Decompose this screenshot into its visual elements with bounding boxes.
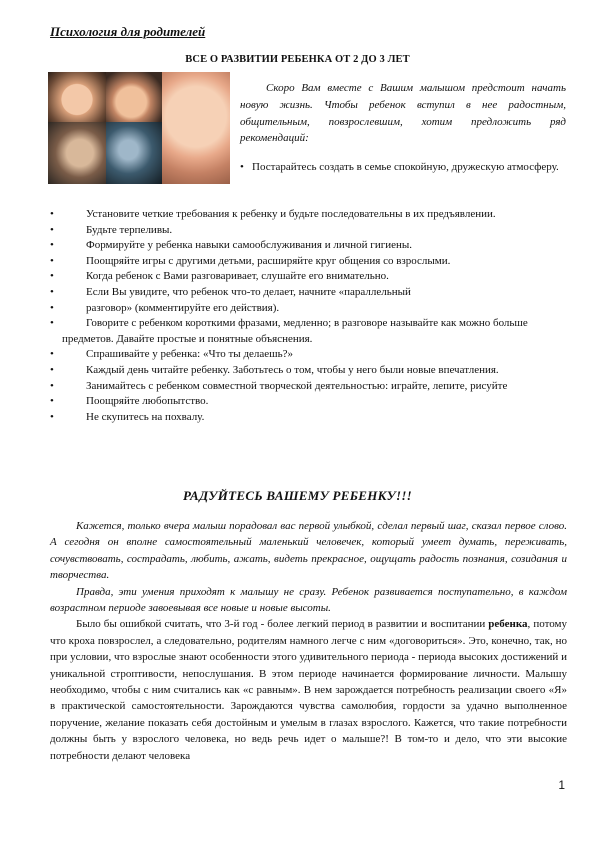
- list-item: • Поощряйте игры с другими детьми, расширяйте круг общения со взрослыми.: [50, 254, 570, 270]
- list-item: • Установите четкие требования к ребенку и будьте последовательны в их предъявлении.: [50, 207, 570, 223]
- paragraph-3-rest: , потому что кроха повзрослел, а следовательно, родителям намного легче с ним «договориться». Это, конечно, так, но при условии, что взрослые знают особенности этого удивительного периода - периода высоких достижений и уникальной строптивости, непослушания. В этом периоде начинается формирование личности. Малышу необходимо, чтобы с ним считались как «с равным». В нем зарождается потребность реализации своего «Я» в практической самостоятельности. Зарождаются чувства самолюбия, гордости за удачно выполненное поручение, желание показать себя достойным и умелым в глазах взрослого. Кажется, что такие потребности должны быть у взрослого человека, но ведь речь идет о малыше?! В том-то и дело, что эти высокие потребности делают человека: [50, 618, 567, 762]
- list-item: • Будьте терпеливы.: [50, 223, 570, 239]
- section-heading: РАДУЙТЕСЬ ВАШЕМУ РЕБЕНКУ!!!: [182, 488, 413, 503]
- list-item: • Каждый день читайте ребенку. Заботьтесь о том, чтобы у него были новые впечатления.: [50, 363, 570, 379]
- intro-list: [240, 159, 566, 175]
- paragraph-3: [50, 616, 567, 764]
- paragraph-1: Кажется, только вчера малыш порадовал вас первой улыбкой, сделал первый шаг, сказал первое слово. А сегодня он вполне самостоятельный маленький человечек, который умеет думать, переживать, сочувствовать, сострадать, любить, ажать, видеть прекрасное, ощущать радость познания, созидания и творчества.: [50, 520, 567, 582]
- intro-text: [240, 80, 566, 147]
- list-item: • разговор» (комментируйте его действия).: [50, 301, 570, 317]
- paragraph-3-start: Было бы ошибкой считать, что 3-й год - более легкий период в развитии и воспитании: [76, 618, 489, 631]
- paragraph-2: Правда, эти умения приходят к малышу не сразу. Ребенок развивается поступательно, в каждом возрастном периоде завоевывая все новые и новые высоты.: [50, 585, 567, 615]
- paragraph-3-bold: ребенка: [488, 618, 528, 631]
- document-header: Психология для родителей: [50, 24, 206, 39]
- body-text: [50, 518, 567, 764]
- list-item: • Формируйте у ребенка навыки самообслуживания и личной гигиены.: [50, 238, 570, 254]
- recommendations-list: [50, 207, 570, 425]
- baby-photo-1: [48, 72, 106, 122]
- list-item: • Если Вы увидите, что ребенок что-то делает, начните «параллельный: [50, 285, 570, 301]
- list-item: • Спрашивайте у ребенка: «Что ты делаешь?»: [50, 347, 570, 363]
- list-item: • Говорите с ребенком короткими фразами, медленно; в разговоре называйте как можно больше предметов. Давайте простые и понятные объяснения.: [50, 316, 570, 347]
- list-item: • Постарайтесь создать в семье спокойную, дружескую атмосферу.: [240, 159, 566, 175]
- intro-paragraph: Скоро Вам вместе с Вашим малышом предстоит начать новую жизнь. Чтобы ребенок вступил в нее радостным, общительным, повзрослевшим, хотим предложить ряд рекомендаций:: [240, 82, 566, 145]
- baby-photo-2: [106, 72, 162, 122]
- list-item: • Когда ребенок с Вами разговаривает, слушайте его внимательно.: [50, 269, 570, 285]
- document-title: ВСЕ О РАЗВИТИИ РЕБЕНКА ОТ 2 ДО 3 ЛЕТ: [185, 54, 410, 65]
- list-item: • Поощряйте любопытство.: [50, 394, 570, 410]
- list-item: • Не скупитесь на похвалу.: [50, 410, 570, 426]
- page-number: 1: [558, 778, 565, 792]
- baby-photo-5: [106, 122, 162, 184]
- list-item: • Занимайтесь с ребенком совместной творческой деятельностью: играйте, лепите, рисуйте: [50, 379, 570, 395]
- baby-photo-4: [48, 122, 106, 184]
- baby-photo-3: [162, 72, 230, 184]
- children-photo-collage: [48, 72, 230, 184]
